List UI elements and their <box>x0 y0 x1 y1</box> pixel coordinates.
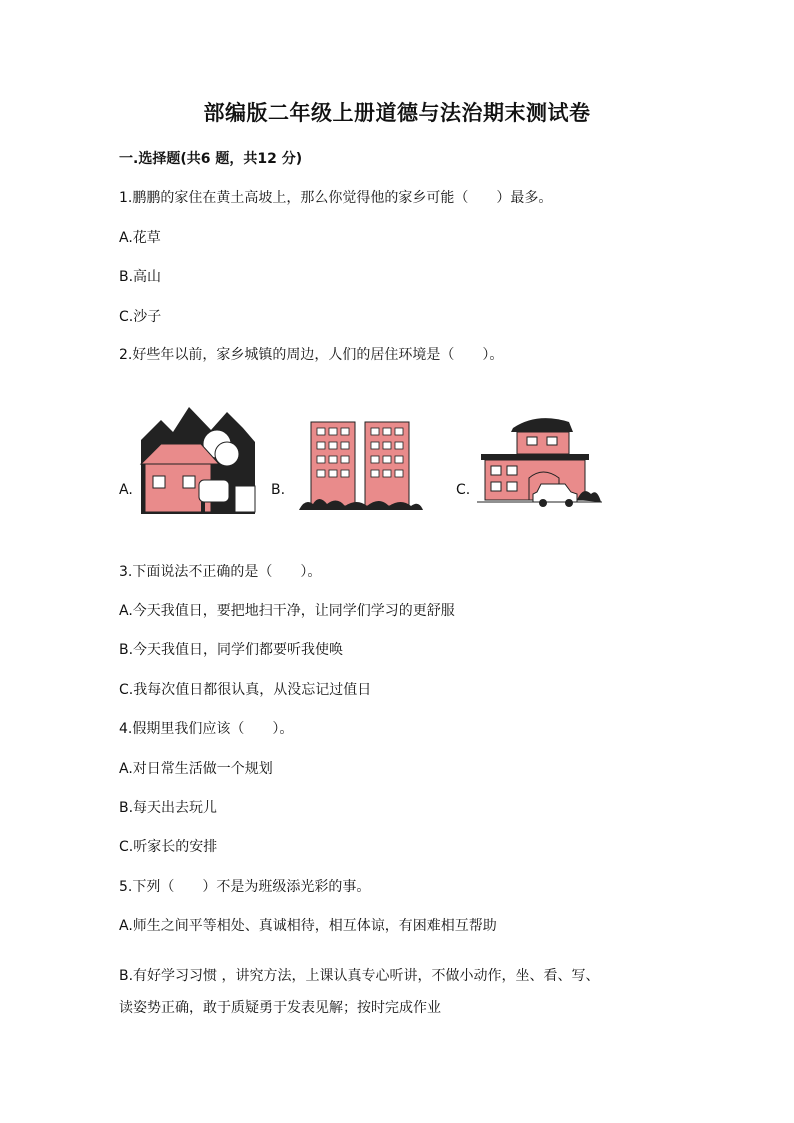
question-5-option-b-line1: B.有好学习习惯 ，讲究方法，上课认真专心听讲，不做小动作，坐、看、写、 <box>119 968 600 984</box>
apartment-buildings-illustration <box>297 414 425 514</box>
village-house-illustration <box>139 402 257 514</box>
question-2-image-options <box>119 402 619 517</box>
question-1-option-c: C.沙子 <box>119 309 162 325</box>
question-5-stem: 5.下列（ ）不是为班级添光彩的事。 <box>119 879 371 895</box>
question-2-stem: 2.好些年以前，家乡城镇的周边，人们的居住环境是（ ）。 <box>119 347 504 363</box>
question-3-option-a: A.今天我值日，要把地扫干净，让同学们学习的更舒服 <box>119 603 455 619</box>
question-2-option-a-label: A. <box>119 482 133 498</box>
question-1-stem: 1.鹏鹏的家住在黄土高坡上，那么你觉得他的家乡可能（ ）最多。 <box>119 190 553 206</box>
question-3-option-b: B.今天我值日，同学们都要听我使唤 <box>119 642 344 658</box>
question-4-option-a: A.对日常生活做一个规划 <box>119 761 273 777</box>
question-4-stem: 4.假期里我们应该（ ）。 <box>119 721 294 737</box>
question-5-option-b-line2: 读姿势正确，敢于质疑勇于发表见解；按时完成作业 <box>119 1000 441 1016</box>
question-3-stem: 3.下面说法不正确的是（ ）。 <box>119 564 322 580</box>
question-5-option-a: A.师生之间平等相处、真诚相待，相互体谅，有困难相互帮助 <box>119 918 497 934</box>
villa-illustration <box>477 410 602 514</box>
page-title: 部编版二年级上册道德与法治期末测试卷 <box>203 101 591 125</box>
question-1-option-a: A.花草 <box>119 230 161 246</box>
question-3-option-c: C.我每次值日都很认真，从没忘记过值日 <box>119 682 372 698</box>
question-1-option-b: B.高山 <box>119 269 162 285</box>
section-heading: 一.选择题(共6 题，共12 分) <box>119 151 303 167</box>
question-4-option-b: B.每天出去玩儿 <box>119 800 218 816</box>
question-2-option-b-label: B. <box>271 482 286 498</box>
question-4-option-c: C.听家长的安排 <box>119 839 218 855</box>
question-2-option-c-label: C. <box>456 482 471 498</box>
